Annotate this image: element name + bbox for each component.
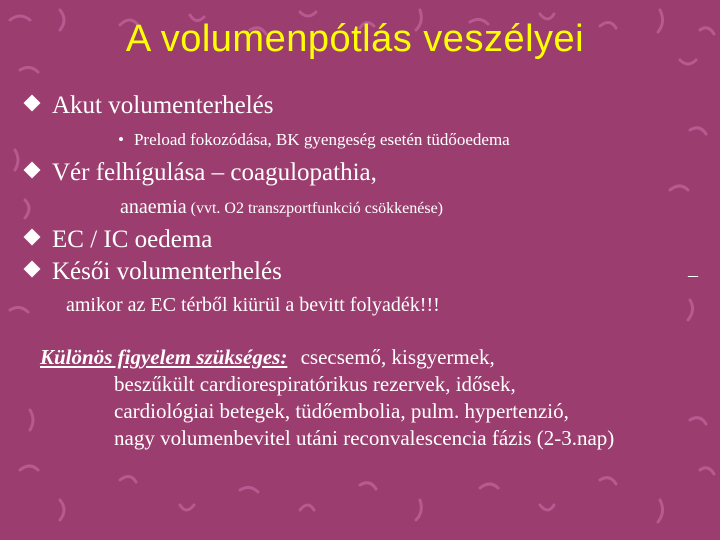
bullet-text: Vér felhígulása – coagulopathia, <box>52 159 377 186</box>
note-text-1: csecsemő, kisgyermek, <box>300 345 495 369</box>
dot-bullet-icon: • <box>118 130 124 149</box>
note-line-4: nagy volumenbevitel utáni reconvalescencia fázis (2-3.nap) <box>114 426 615 450</box>
bullet-ver <box>26 159 377 187</box>
continuation-anaemia <box>120 196 443 219</box>
stray-dash: – <box>688 264 698 286</box>
bullet-text: EC / IC oedema <box>52 226 213 253</box>
continuation-amikor: amikor az EC térből kiürül a bevitt folyadék!!! <box>66 294 440 316</box>
note-line-2: beszűkült cardiorespiratórikus rezervek, idősek, <box>114 372 516 396</box>
anaemia-detail: (vvt. O2 transzportfunkció csökkenése) <box>190 200 443 217</box>
anaemia-text: anaemia <box>120 196 187 218</box>
bullet-text: Akut volumenterhelés <box>52 92 274 119</box>
bullet-akut <box>26 92 273 120</box>
sub-bullet-text: Preload fokozódása, BK gyengeség esetén tüdőoedema <box>133 130 510 149</box>
bullet-ec-ic <box>26 226 212 254</box>
note-line-1 <box>40 345 495 370</box>
note-label: Különös figyelem szükséges: <box>40 345 288 369</box>
diamond-bullet-icon <box>24 162 41 179</box>
slide-title: A volumenpótlás veszélyei <box>125 18 585 60</box>
note-line-3: cardiológiai betegek, tüdőembolia, pulm. hypertenzió, <box>114 399 569 423</box>
bullet-kesoi <box>26 258 282 286</box>
bullet-text: Késői volumenterhelés <box>52 258 282 285</box>
diamond-bullet-icon <box>24 261 41 278</box>
diamond-bullet-icon <box>24 95 41 112</box>
diamond-bullet-icon <box>24 229 41 246</box>
sub-bullet-preload <box>118 130 510 150</box>
